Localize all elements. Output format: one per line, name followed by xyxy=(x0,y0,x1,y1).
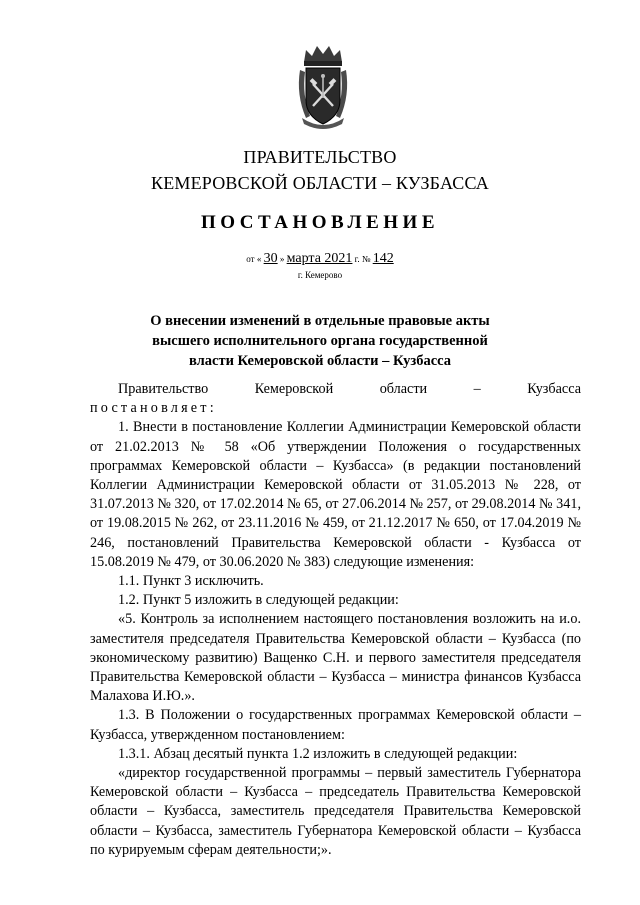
coat-of-arms-icon xyxy=(296,40,350,130)
date-close-quote: » xyxy=(279,254,285,264)
document-date-number xyxy=(0,251,640,267)
resolves-word: постановляет: xyxy=(90,400,217,417)
government-title-line-2: КЕМЕРОВСКОЙ ОБЛАСТИ – КУЗБАССА xyxy=(151,173,489,193)
clause-1-2: 1.2. Пункт 5 изложить в следующей редакции: xyxy=(118,592,399,609)
date-day: 30 xyxy=(263,251,278,266)
document-subject: О внесении изменений в отдельные правовые акты высшего исполнительного органа государственной власти Кемеровской области – Кузбасса xyxy=(150,313,490,369)
clause-1: 1. Внести в постановление Коллегии Администрации Кемеровской области от 21.02.2013 № 58 «Об утверждении Положения о государственных программах Кемеровской области – Кузбасса» (в редакции постановлений Коллегии Администрации Кемеровской области от 31.05.2013 № 228, от 31.07.2013 № 320, от 17.02.2014 № 65, от 27.06.2014 № 257, от 29.08.2014 № 341, от 19.08.2015 № 262, от 23.11.2016 № 459, от 21.12.2017 № 650, от 17.04.2019 № 246, постановлений Правительства Кемеровской области - Кузбасса от 15.08.2019 № 479, от 30.06.2020 № 383) следующие изменения: xyxy=(90,419,581,570)
number-sign: № xyxy=(361,254,371,264)
date-month-year: марта 2021 xyxy=(286,251,353,266)
government-title-line-1: ПРАВИТЕЛЬСТВО xyxy=(243,147,397,167)
date-year-suffix: г. xyxy=(354,254,360,264)
document-body xyxy=(90,380,581,860)
clause-1-2-text: «5. Контроль за исполнением настоящего постановления возложить на и.о. заместителя председателя Правительства Кемеровской области – Кузбасса (по экономическому развитию) Ващенко С.Н. и первого заместителя председателя Правительства Кемеровской области – Кузбасса – министра финансов Кузбасса Малахова И.Ю.». xyxy=(90,611,581,705)
clause-1-3-1-text: «директор государственной программы – первый заместитель Губернатора Кемеровской области – Кузбасса – председатель Правительства Кемеровской области – Кузбасса, заместитель председателя Правительства Кемеровской области – Кузбасса, заместитель Губернатора Кемеровской области – Кузбасса по курируемым сферам деятельности;». xyxy=(90,765,581,858)
document-type: ПОСТАНОВЛЕНИЕ xyxy=(200,212,440,233)
clause-1-1: 1.1. Пункт 3 исключить. xyxy=(118,573,264,590)
clause-1-3-1: 1.3.1. Абзац десятый пункта 1.2 изложить в следующей редакции: xyxy=(118,745,518,762)
date-prefix: от « xyxy=(246,254,262,264)
document-city: г. Кемерово xyxy=(297,270,343,280)
intro-paragraph: Правительство Кемеровской области – Кузбасса xyxy=(118,381,581,397)
document-number: 142 xyxy=(372,251,394,266)
clause-1-3: 1.3. В Положении о государственных программах Кемеровской области – Кузбасса, утвержденном постановлением: xyxy=(90,707,581,743)
